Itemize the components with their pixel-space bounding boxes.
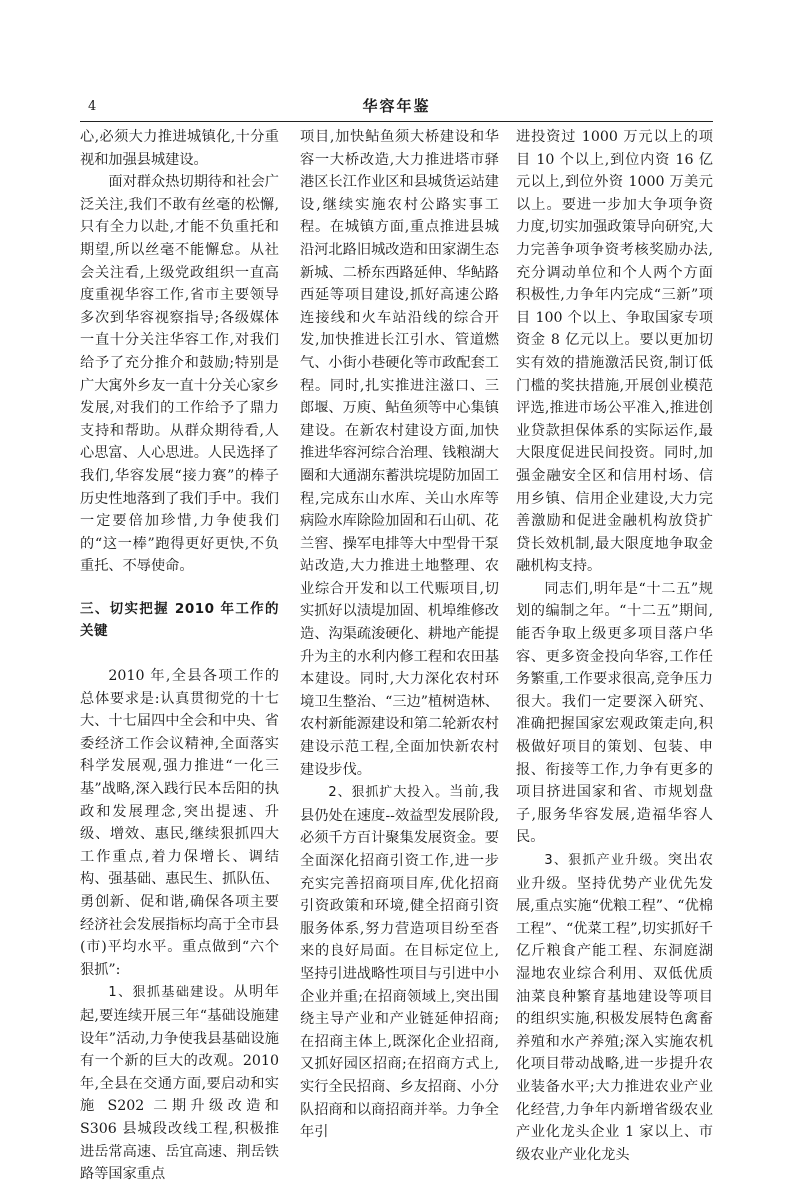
paragraph-text: 突出农业升级。坚持优势产业优先发展,重点实施“优粮工程”、“优棉工程”、“优菜工程”,切实抓好千亿斤粮食产能工程、东洞庭湖湿地农业综合利用、双低优质油菜良种繁育基地建设等项目的组织实施,积极发展特色禽畜养殖和水产养殖;深入实施农机化项目带动战略,进一步提升农业装备水平;大力推进农业产业化经营,力争年内新增省级农业产业化龙头企业 1 家以上、市级农业产业化龙头 — [516, 852, 713, 1163]
run-in-heading: 1、狠抓基础建设。 — [108, 985, 234, 1001]
paragraph-text: 从明年起,要连续开展三年“基础设施建设年”活动,力争使我县基础设施有一个新的巨大的改观。2010 年,全县在交通方面,要启动和实施 S202 二期升级改造和 S306 县城段改线工程,积极推进岳常高速、岳宜高速、荆岳铁路等国家重点 — [80, 984, 279, 1183]
paragraph: 面对群众热切期待和社会广泛关注,我们不敢有丝毫的松懈,只有全力以赴,才能不负重托和期望,所以丝毫不能懈怠。从社会关注看,上级党政组织一直高度重视华容工作,省市主要领导多次到华容视察指导;各级媒体一直十分关注华容工作,对我们给予了充分推介和鼓励;特别是广大寓外乡友一直十分关心家乡发展,对我们的工作给予了鼎力支持和帮助。从群众期待看,人心思富、人心思进。人民选择了我们,华容发展“接力赛”的棒子历史性地落到了我们手中。我们一定要倍加珍惜,力争使我们的“这一棒”跑得更好更快,不负重托、不辱使命。 — [80, 174, 279, 575]
section-heading: 三、切实把握 2010 年工作的关键 — [80, 600, 279, 640]
paragraph-text: 当前,我县仍处在速度--效益型发展阶段,必须千方百计聚集发展资金。要全面深化招商引资工作,进一步充实完善招商项目库,优化招商引资政策和环境,健全招商引资服务体系,努力营造项目纷至沓来的良好局面。在目标定位上,坚持引进战略性项目与引进中小企业并重;在招商领域上,突出围绕主导产业和产业链延伸招商;在招商主体上,既深化企业招商,又抓好园区招商;在招商方式上,实行全民招商、乡友招商、小分队招商和以商招商并举。力争全年引 — [300, 784, 499, 1141]
paragraph — [300, 781, 499, 1144]
header-rule — [80, 121, 713, 122]
paragraph — [80, 981, 279, 1185]
running-header — [80, 95, 713, 119]
paragraph: 心,必须大力推进城镇化,十分重视和加强县城建设。 — [80, 129, 279, 168]
paragraph: 进投资过 1000 万元以上的项目 10 个以上,到位内资 16 亿元以上,到位外资 1000 万美元以上。要进一步加大争项争资力度,切实加强政策导向研究,大力完善争项争资考核奖励办法,充分调动单位和个人两个方面积极性,力争年内完成“三新”项目 100 个以上、争取国家专项资金 8 亿元以上。要以更加切实有效的措施激活民资,制订低门槛的奖扶措施,开展创业模范评选,推进市场公平准入,推进创业贷款担保体系的实际运作,最大限度促进民间投资。同时,加强金融安全区和信用村场、信用乡镇、信用企业建设,大力完善激励和促进金融机构放贷扩贷长效机制,最大限度地争取金融机构支持。 — [516, 129, 713, 575]
column-3 — [516, 126, 713, 1163]
run-in-heading: 3、狠抓产业升级。 — [544, 853, 668, 868]
paragraph: 2010 年,全县各项工作的总体要求是:认真贯彻党的十七大、十七届四中全会和中央、省委经济工作会议精神,全面落实科学发展观,强力推进“一化三基”战略,深入践行民本岳阳的执政和发展理念,突出提速、升级、增效、惠民,继续狠抓四大工作重点,着力保增长、调结构、强基础、惠民生、抓队伍、勇创新、促和谐,确保各项主要经济社会发展指标均高于全市县(市)平均水平。重点做到“六个狠抓”: — [80, 668, 279, 978]
column-2 — [300, 126, 499, 1141]
run-in-heading: 2、狠抓扩大投入。 — [328, 785, 450, 801]
paragraph: 同志们,明年是“十二五”规划的编制之年。“十二五”期间,能否争取上级更多项目落户华容、更多资金投向华容,工作任务繁重,工作要求很高,竞争压力很大。我们一定要深入研究、准确把握国家宏观政策走向,积极做好项目的策划、包装、申报、衔接等工作,力争有更多的项目挤进国家和省、市规划盘子,服务华容发展,造福华容人民。 — [516, 580, 713, 846]
running-title: 华容年鉴 — [362, 97, 431, 115]
paragraph — [516, 849, 713, 1166]
paragraph: 项目,加快鲇鱼须大桥建设和华容一大桥改造,大力推进塔市驿港区长江作业区和县城货运站建设,继续实施农村公路实事工程。在城镇方面,重点推进县城沿河北路旧城改造和田家湖生态新城、二桥东西路延伸、华鲇路西延等项目建设,抓好高速公路连接线和火车站沿线的综合开发,加快推进长江引水、管道燃气、小街小巷硬化等市政配套工程。同时,扎实推进注滋口、三郎堰、万庾、鲇鱼须等中心集镇建设。在新农村建设方面,加快推进华容河综合治理、钱粮湖大圈和大通湖东蓄洪垸堤防加固工程,完成东山水库、关山水库等病险水库除险加固和石山矶、花兰窖、操军电排等大中型骨干泵站改造,大力推进土地整理、农业综合开发和以工代赈项目,切实抓好以渍堤加固、机埠维修改造、沟渠疏浚硬化、耕地产能提升为主的水利内修工程和农田基本建设。同时,大力深化农村环境卫生整治、“三边”植树造林、农村新能源建设和第二轮新农村建设示范工程,全面加快新农村建设步伐。 — [300, 129, 499, 778]
column-1 — [80, 126, 279, 1183]
page-number: 4 — [88, 99, 97, 114]
